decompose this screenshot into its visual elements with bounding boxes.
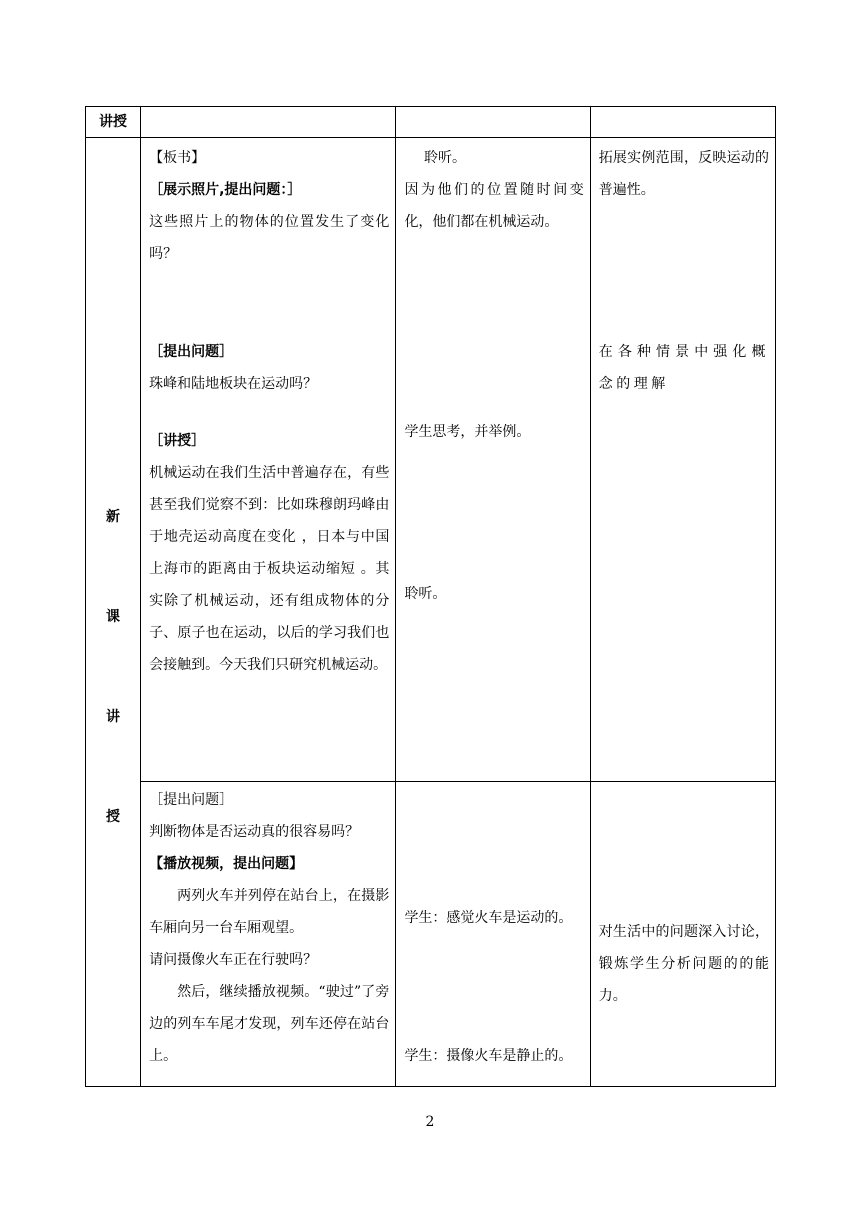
design-intent-cell bbox=[590, 138, 775, 782]
board-note-heading: 【板书】 bbox=[149, 150, 206, 166]
header-empty-cell bbox=[141, 107, 396, 138]
lecture-text: 机械运动在我们生活中普遍存在，有些甚至我们觉察不到：比如珠穆朗玛峰由于地壳运动高度在变化 ，日本与中国上海市的距离由于板块运动缩短 。其实除了机械运动，还有组成物体的分子、原子也在运动，以后的学习我们也会接触到。今天我们只研究机械运动。 bbox=[149, 465, 390, 673]
teacher-narration: 两列火车并列停在站台上，在摄影车厢向另一台车厢观望。 bbox=[149, 888, 390, 936]
student-response: 学生：感觉火车是运动的。 bbox=[404, 910, 573, 926]
prompt-heading: ［提出问题］ bbox=[149, 344, 234, 360]
header-empty-cell bbox=[396, 107, 590, 138]
design-intent: 在各种情景中强化概念的理解 bbox=[598, 344, 769, 392]
section-label-char: 授 bbox=[106, 809, 121, 825]
teacher-narration: 然后，继续播放视频。“驶过”了旁边的列车车尾才发现，列车还停在站台上。 bbox=[149, 984, 390, 1064]
prompt-heading: ［提出问题］ bbox=[149, 792, 234, 808]
header-label-cell bbox=[86, 107, 141, 138]
design-intent: 拓展实例范围，反映运动的普遍性。 bbox=[598, 150, 769, 198]
header-row bbox=[86, 107, 776, 138]
header-label: 讲授 bbox=[99, 114, 128, 130]
student-activity-cell bbox=[396, 138, 590, 782]
page-number: 2 bbox=[425, 1114, 435, 1130]
video-heading: 【播放视频，提出问题】 bbox=[149, 856, 304, 872]
table-row bbox=[86, 138, 776, 782]
design-intent: 对生活中的问题深入讨论，锻炼学生分析问题的的能力。 bbox=[598, 924, 769, 1004]
student-response: 聆听。 bbox=[404, 586, 447, 602]
section-label-cell bbox=[86, 138, 141, 1087]
student-response: 因为他们的位置随时间变化，他们都在机械运动。 bbox=[404, 182, 584, 230]
table-row bbox=[86, 782, 776, 1087]
section-label-char: 新 bbox=[106, 509, 121, 525]
teacher-activity-cell bbox=[141, 138, 396, 782]
section-label-char: 课 bbox=[106, 609, 121, 625]
student-response: 学生思考，并举例。 bbox=[404, 424, 531, 440]
student-response: 学生：摄像火车是静止的。 bbox=[404, 1048, 573, 1064]
student-activity-cell bbox=[396, 782, 590, 1087]
teacher-activity-cell bbox=[141, 782, 396, 1087]
lesson-plan-table bbox=[85, 106, 776, 1087]
header-empty-cell bbox=[590, 107, 775, 138]
teacher-question: 判断物体是否运动真的很容易吗？ bbox=[149, 824, 360, 840]
teacher-question: 请问摄像火车正在行驶吗？ bbox=[149, 952, 318, 968]
lecture-heading: ［讲授］ bbox=[149, 433, 206, 449]
design-intent-cell bbox=[590, 782, 775, 1087]
teacher-question: 珠峰和陆地板块在运动吗？ bbox=[149, 376, 318, 392]
teacher-question: 这些照片上的物体的位置发生了变化吗？ bbox=[149, 214, 390, 262]
student-response: 聆听。 bbox=[424, 150, 467, 166]
section-label-char: 讲 bbox=[106, 709, 121, 725]
prompt-heading: ［展示照片,提出问题：］ bbox=[149, 182, 302, 198]
